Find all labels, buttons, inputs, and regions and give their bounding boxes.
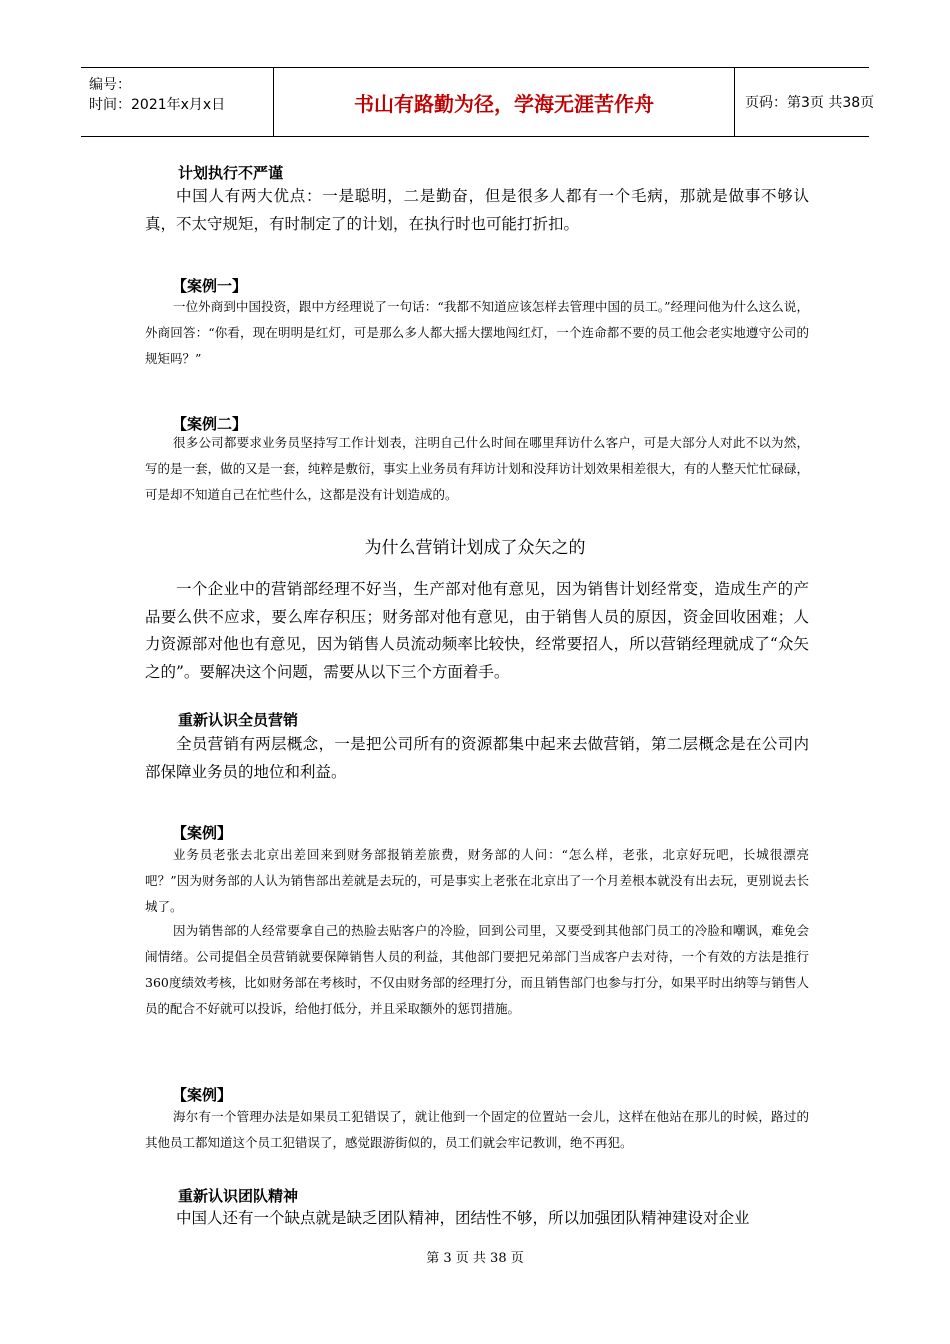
paragraph-marketing-manager: 一个企业中的营销部经理不好当，生产部对他有意见，因为销售计划经常变，造成生产的产品要么供不应求，要么库存积压；财务部对他有意见，由于销售人员的原因，资金回收困难；人力资源部对他也有意见，因为销售人员流动频率比较快，经常要招人，所以营销经理就成了“众矢之的”。要解决这个问题，需要从以下三个方面着手。 [145, 580, 809, 681]
case-heading-2: 【案例二】 [172, 415, 248, 433]
case-text-3a: 业务员老张去北京出差回来到财务部报销差旅费，财务部的人问：“怎么样，老张，北京好玩吧，长城很漂亮吧？”因为财务部的人认为销售部出差就是去玩的，可是事实上老张在北京出了一个月差根本就没有出去玩，更别说去长城了。 [145, 847, 809, 914]
case-heading-3: 【案例】 [172, 824, 233, 842]
paragraph-all-staff-marketing: 全员营销有两层概念，一是把公司所有的资源都集中起来去做营销，第二层概念是在公司内部保障业务员的地位和利益。 [145, 735, 809, 781]
case-heading-4: 【案例】 [172, 1086, 233, 1104]
header-motto: 书山有路勤为径，学海无涯苦作舟 [274, 68, 735, 136]
header-page-info: 页码：第3页 共38页 [745, 95, 875, 111]
section-title-marketing: 为什么营销计划成了众矢之的 [364, 538, 586, 558]
case-text-2: 很多公司都要求业务员坚持写工作计划表，注明自己什么时间在哪里拜访什么客户，可是大部分人对此不以为然，写的是一套，做的又是一套，纯粹是敷衍，事实上业务员有拜访计划和没拜访计划效果相差很大，有的人整天忙忙碌碌，可是却不知道自己在忙些什么，这都是没有计划造成的。 [145, 435, 809, 502]
page-footer: 第 3 页 共 38 页 [426, 1251, 524, 1266]
case-text-1: 一位外商到中国投资，跟中方经理说了一句话：“我都不知道应该怎样去管理中国的员工。”经理问他为什么这么说，外商回答：“你看，现在明明是红灯，可是那么多人都大摇大摆地闯红灯，一个连命都不要的员工他会老实地遵守公司的规矩吗？” [145, 299, 809, 366]
doc-number-label: 编号： [89, 77, 131, 93]
section-heading-all-staff-marketing: 重新认识全员营销 [178, 711, 299, 729]
case-text-4: 海尔有一个管理办法是如果员工犯错误了，就让他到一个固定的位置站一会儿，这样在他站在那儿的时候，路过的其他员工都知道这个员工犯错误了，感觉跟游街似的，员工们就会牢记教训，绝不再犯。 [145, 1109, 809, 1150]
section-heading-team-spirit: 重新认识团队精神 [178, 1187, 299, 1205]
paragraph-plan-execution: 中国人有两大优点：一是聪明，二是勤奋，但是很多人都有一个毛病，那就是做事不够认真，不太守规矩，有时制定了的计划，在执行时也可能打折扣。 [145, 187, 809, 233]
case-text-3b: 因为销售部的人经常要拿自己的热脸去贴客户的冷脸，回到公司里，又要受到其他部门员工的冷脸和嘲讽，难免会闹情绪。公司提倡全员营销就要保障销售人员的利益，其他部门要把兄弟部门当成客户去对待，一个有效的方法是推行360度绩效考核，比如财务部在考核时，不仅由财务部的经理打分，而且销售部门也参与打分，如果平时出纳等与销售人员的配合不好就可以投诉，给他打低分，并且采取额外的惩罚措施。 [145, 923, 809, 1016]
header-meta [81, 68, 274, 136]
doc-time-label: 时间：2021年x月x日 [89, 97, 226, 113]
section-heading-plan-execution: 计划执行不严谨 [178, 164, 284, 182]
case-heading-1: 【案例一】 [172, 277, 248, 295]
page-header [81, 67, 875, 137]
paragraph-team-spirit: 中国人还有一个缺点就是缺乏团队精神，团结性不够，所以加强团队精神建设对企业 [176, 1209, 750, 1227]
